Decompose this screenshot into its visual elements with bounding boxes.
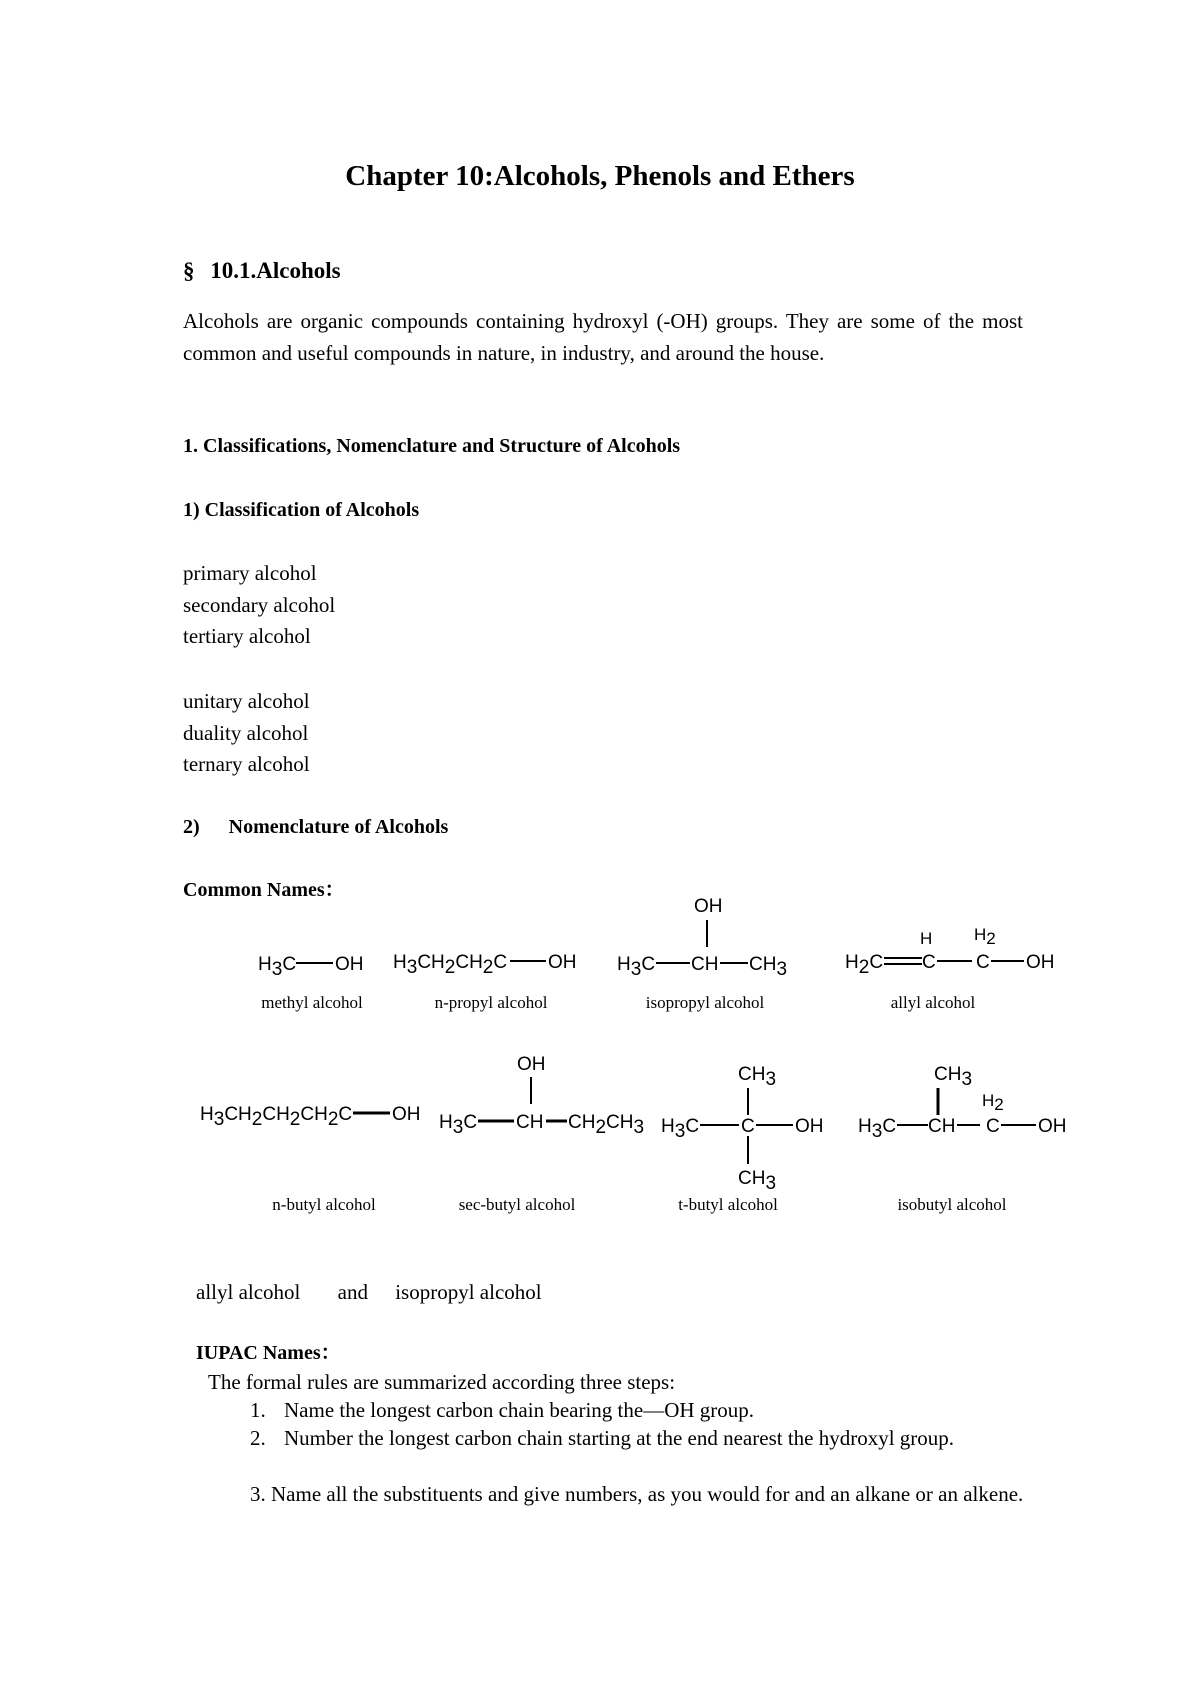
svg-text:H2C: H2C [845,952,884,978]
compare-allyl: allyl alcohol [196,1280,301,1304]
list-item [250,1396,1026,1424]
svg-text:OH: OH [1026,952,1055,973]
svg-text:C: C [741,1116,755,1137]
caption-n-butyl: n-butyl alcohol [272,1195,376,1214]
n-propyl-alcohol-structure [393,952,577,978]
caption-isopropyl: isopropyl alcohol [645,993,765,1012]
section-symbol: § [183,258,195,283]
svg-text:C: C [986,1116,1000,1137]
svg-text:OH: OH [548,952,577,973]
svg-text:H: H [920,929,933,948]
svg-text:OH: OH [392,1104,421,1125]
compare-line [196,1277,542,1309]
section-heading [183,258,341,284]
compare-and: and [337,1280,368,1304]
svg-text:H3C: H3C [617,954,656,980]
list-item: duality alcohol [183,720,309,745]
list-item: unitary alcohol [183,689,310,713]
classification-list-2 [183,686,310,781]
step-number: 2. [250,1426,266,1450]
caption-isobutyl: isobutyl alcohol [897,1195,1007,1214]
list-item: primary alcohol [183,561,317,585]
sec-butyl-alcohol-structure [439,1054,644,1138]
svg-text:H3CH2CH2C: H3CH2CH2C [393,952,508,978]
nomenclature-heading [183,816,448,839]
caption-t-butyl: t-butyl alcohol [678,1195,778,1214]
nomenclature-title: Nomenclature of Alcohols [228,816,449,838]
common-names-label: Common Names： [183,879,345,901]
step-three: 3. Name all the substituents and give numbers, as you would for and an alkane or an alkene. [250,1482,1024,1506]
caption-sec-butyl: sec-butyl alcohol [458,1195,576,1214]
svg-text:H3C: H3C [858,1116,897,1142]
svg-text:H3CH2CH2CH2C: H3CH2CH2CH2C [200,1104,353,1130]
isopropyl-alcohol-structure [617,896,787,980]
svg-text:H2: H2 [982,1091,1004,1114]
iupac-steps [250,1396,1026,1452]
svg-text:OH: OH [517,1054,546,1075]
list-item [250,1424,1026,1452]
svg-text:CH: CH [928,1116,956,1137]
classification-heading: 1) Classification of Alcohols [183,499,420,521]
svg-text:H3C: H3C [258,954,297,980]
svg-text:CH2CH3: CH2CH3 [568,1112,645,1138]
n-butyl-alcohol-structure [200,1104,421,1130]
structures-row-2 [0,1050,1200,1200]
compare-isopropyl: isopropyl alcohol [395,1280,542,1304]
svg-text:CH3: CH3 [749,954,788,980]
svg-text:OH: OH [335,954,364,975]
svg-text:H3C: H3C [439,1112,478,1138]
svg-text:CH: CH [516,1112,544,1133]
subsection-heading: 1. Classifications, Nomenclature and Structure of Alcohols [183,435,681,457]
svg-text:OH: OH [694,896,723,917]
list-item: ternary alcohol [183,752,310,776]
classification-list-1 [183,558,335,653]
iupac-names-label: IUPAC Names： [196,1342,341,1364]
svg-text:CH3: CH3 [738,1168,777,1194]
step-text: Name the longest carbon chain bearing the—OH group. [284,1398,755,1422]
svg-text:OH: OH [795,1116,824,1137]
allyl-alcohol-structure [845,925,1055,978]
iupac-intro: The formal rules are summarized according three steps: [208,1370,676,1394]
list-item: tertiary alcohol [183,624,311,648]
svg-text:C: C [976,952,990,973]
svg-text:C: C [922,952,936,973]
page-title: Chapter 10:Alcohols, Phenols and Ethers [345,160,855,192]
section-title: 10.1.Alcohols [210,258,341,283]
methyl-alcohol-structure [258,954,364,980]
structures-row-1 [0,890,1200,1000]
t-butyl-alcohol-structure [661,1064,824,1194]
svg-text:H3C: H3C [661,1116,700,1142]
intro-paragraph: Alcohols are organic compounds containing hydroxyl (-OH) groups. They are some of the most common and useful compounds in nature, in industry, and around the house. [183,309,1023,365]
svg-text:CH: CH [691,954,719,975]
caption-allyl: allyl alcohol [890,993,976,1012]
svg-text:CH3: CH3 [934,1064,973,1090]
isobutyl-alcohol-structure [858,1064,1067,1142]
svg-text:CH3: CH3 [738,1064,777,1090]
svg-text:OH: OH [1038,1116,1067,1137]
caption-methyl: methyl alcohol [261,993,363,1012]
list-item: secondary alcohol [183,592,336,617]
caption-n-propyl: n-propyl alcohol [434,993,548,1012]
step-number: 1. [250,1398,266,1422]
step-text: Number the longest carbon chain starting at the end nearest the hydroxyl group. [284,1426,955,1450]
svg-text:H2: H2 [974,925,996,948]
nomenclature-number: 2) [183,816,200,838]
